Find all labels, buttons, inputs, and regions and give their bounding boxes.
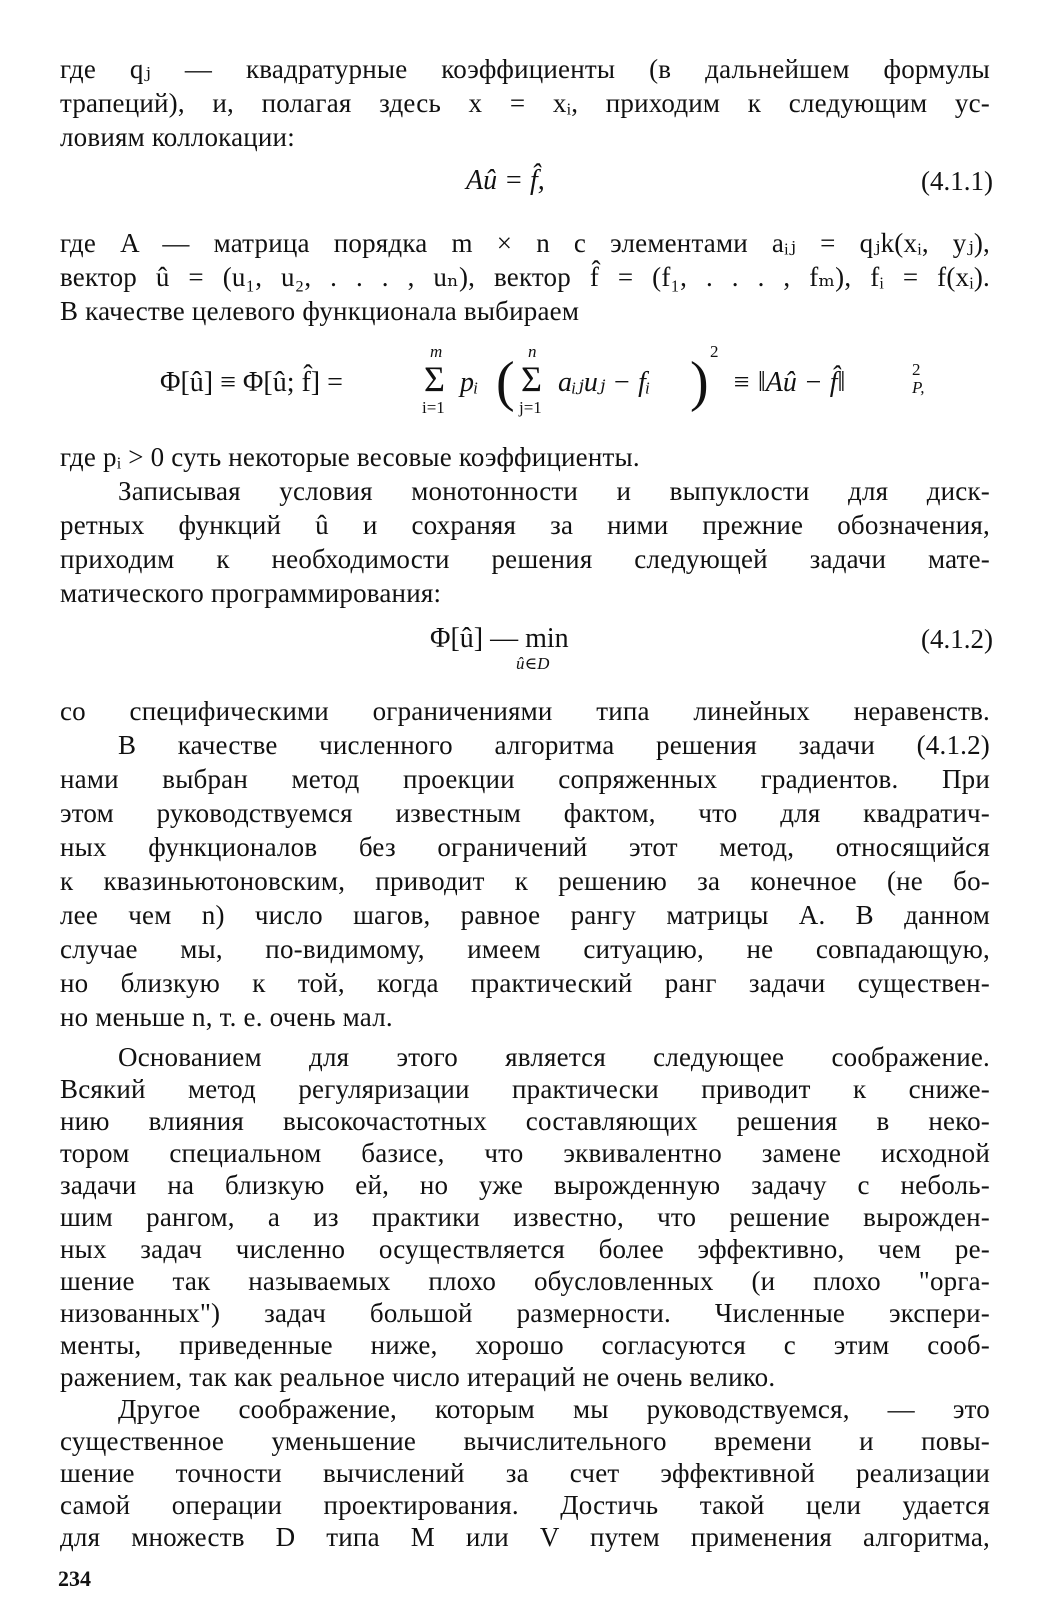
text-line: нами выбран метод проекции сопряженных градиентов. При <box>60 764 990 794</box>
sum-symbol: Σ <box>521 359 542 399</box>
text-line: где A — матрица порядка m × n с элементами aᵢⱼ = qⱼk(xᵢ, yⱼ), <box>60 228 990 258</box>
page-number: 234 <box>58 1566 91 1591</box>
sum-lower-limit: j=1 <box>519 398 542 417</box>
norm-subscript: P, <box>912 378 925 397</box>
text-line: приходим к необходимости решения следующей задачи мате- <box>60 544 990 574</box>
text-line: ных функционалов без ограничений этот метод, относящийся <box>60 832 990 862</box>
text-line: ловиям коллокации: <box>60 122 295 152</box>
text-line: шим рангом, а из практики известно, что решение вырожден- <box>60 1202 990 1232</box>
equation-number: (4.1.1) <box>921 166 993 196</box>
text-line: случае мы, по-видимому, имеем ситуацию, не совпадающую, <box>60 934 990 964</box>
text-line: шение точности вычислений за счет эффективной реализации <box>60 1458 990 1488</box>
text-line: ретных функций û и сохраняя за ними прежние обозначения, <box>60 510 990 540</box>
text-line: трапеций), и, полагая здесь x = xᵢ, приходим к следующим ус- <box>60 88 990 118</box>
text-line: самой операции проектирования. Достичь такой цели удается <box>60 1490 990 1520</box>
text-line: но меньше n, т. е. очень мал. <box>60 1002 393 1032</box>
text-line: где pᵢ > 0 суть некоторые весовые коэффициенты. <box>60 442 640 472</box>
text-line: Всякий метод регуляризации практически приводит к сниже- <box>60 1074 990 1104</box>
text-line: В качестве целевого функционала выбираем <box>60 296 580 326</box>
text-line: Другое соображение, которым мы руководствуемся, — это <box>118 1394 990 1424</box>
text-line: тором специальном базисе, что эквивалентно замене исходной <box>60 1138 990 1168</box>
text-line: Записывая условия монотонности и выпуклости для диск- <box>118 476 990 506</box>
weight-p: pᵢ <box>460 367 479 398</box>
text-line: существенное уменьшение вычислительного времени и повы- <box>60 1426 990 1456</box>
sum-upper-limit: m <box>430 342 443 361</box>
min-subscript: û∈D <box>516 654 550 673</box>
sum-lower-limit: i=1 <box>422 398 445 417</box>
equation-4-1-2: Φ[û] — min <box>430 623 569 654</box>
close-paren: ) <box>690 351 709 413</box>
text-line: лее чем n) число шагов, равное рангу матрицы A. В данном <box>60 900 990 930</box>
text-line: В качестве численного алгоритма решения задачи (4.1.2) <box>118 730 990 760</box>
text-line: ражением, так как реальное число итераций не очень велико. <box>60 1362 776 1392</box>
text-line: Основанием для этого является следующее соображение. <box>118 1042 990 1072</box>
text-line: к квазиньютоновским, приводит к решению за конечное (не бо- <box>60 866 990 896</box>
text-line: со специфическими ограничениями типа линейных неравенств. <box>60 696 990 726</box>
text-line: но близкую к той, когда практический ранг задачи существен- <box>60 968 990 998</box>
functional-left: Φ[û] ≡ Φ[û; f̂] = <box>160 367 343 398</box>
equation-4-1-1: Aû = f̂, <box>466 165 545 196</box>
open-paren: ( <box>496 351 515 413</box>
equation-number: (4.1.2) <box>921 624 993 654</box>
square-exponent: 2 <box>710 342 719 361</box>
text-line: вектор û = (u₁, u₂, . . . , uₙ), вектор f̂ = (f₁, . . . , fₘ), fᵢ = f(xᵢ). <box>60 262 990 292</box>
text-line: этом руководствуемся известным фактом, что для квадратич- <box>60 798 990 828</box>
inner-expression: aᵢⱼuⱼ − fᵢ <box>558 367 651 398</box>
text-line: матического программирования: <box>60 578 442 608</box>
sum-symbol: Σ <box>424 359 445 399</box>
sum-upper-limit: n <box>528 342 537 361</box>
text-line: шение так называемых плохо обусловленных (и плохо "орга- <box>60 1266 990 1296</box>
text-line: где qⱼ — квадратурные коэффициенты (в дальнейшем формулы <box>60 54 990 84</box>
text-line: низованных") задач большой размерности. Численные экспери- <box>60 1298 990 1328</box>
norm-expression: ≡ ‖Aû − f̂‖ <box>732 367 846 398</box>
norm-exponent: 2 <box>912 360 921 379</box>
text-line: нию влияния высокочастотных составляющих решения в неко- <box>60 1106 990 1136</box>
text-line: ных задач численно осуществляется более эффективно, чем ре- <box>60 1234 990 1264</box>
text-line: менты, приведенные ниже, хорошо согласуются с этим сооб- <box>60 1330 990 1360</box>
text-line: задачи на близкую ей, но уже вырожденную задачу с неболь- <box>60 1170 990 1200</box>
text-line: для множеств D типа M или V путем применения алгоритма, <box>60 1522 990 1552</box>
